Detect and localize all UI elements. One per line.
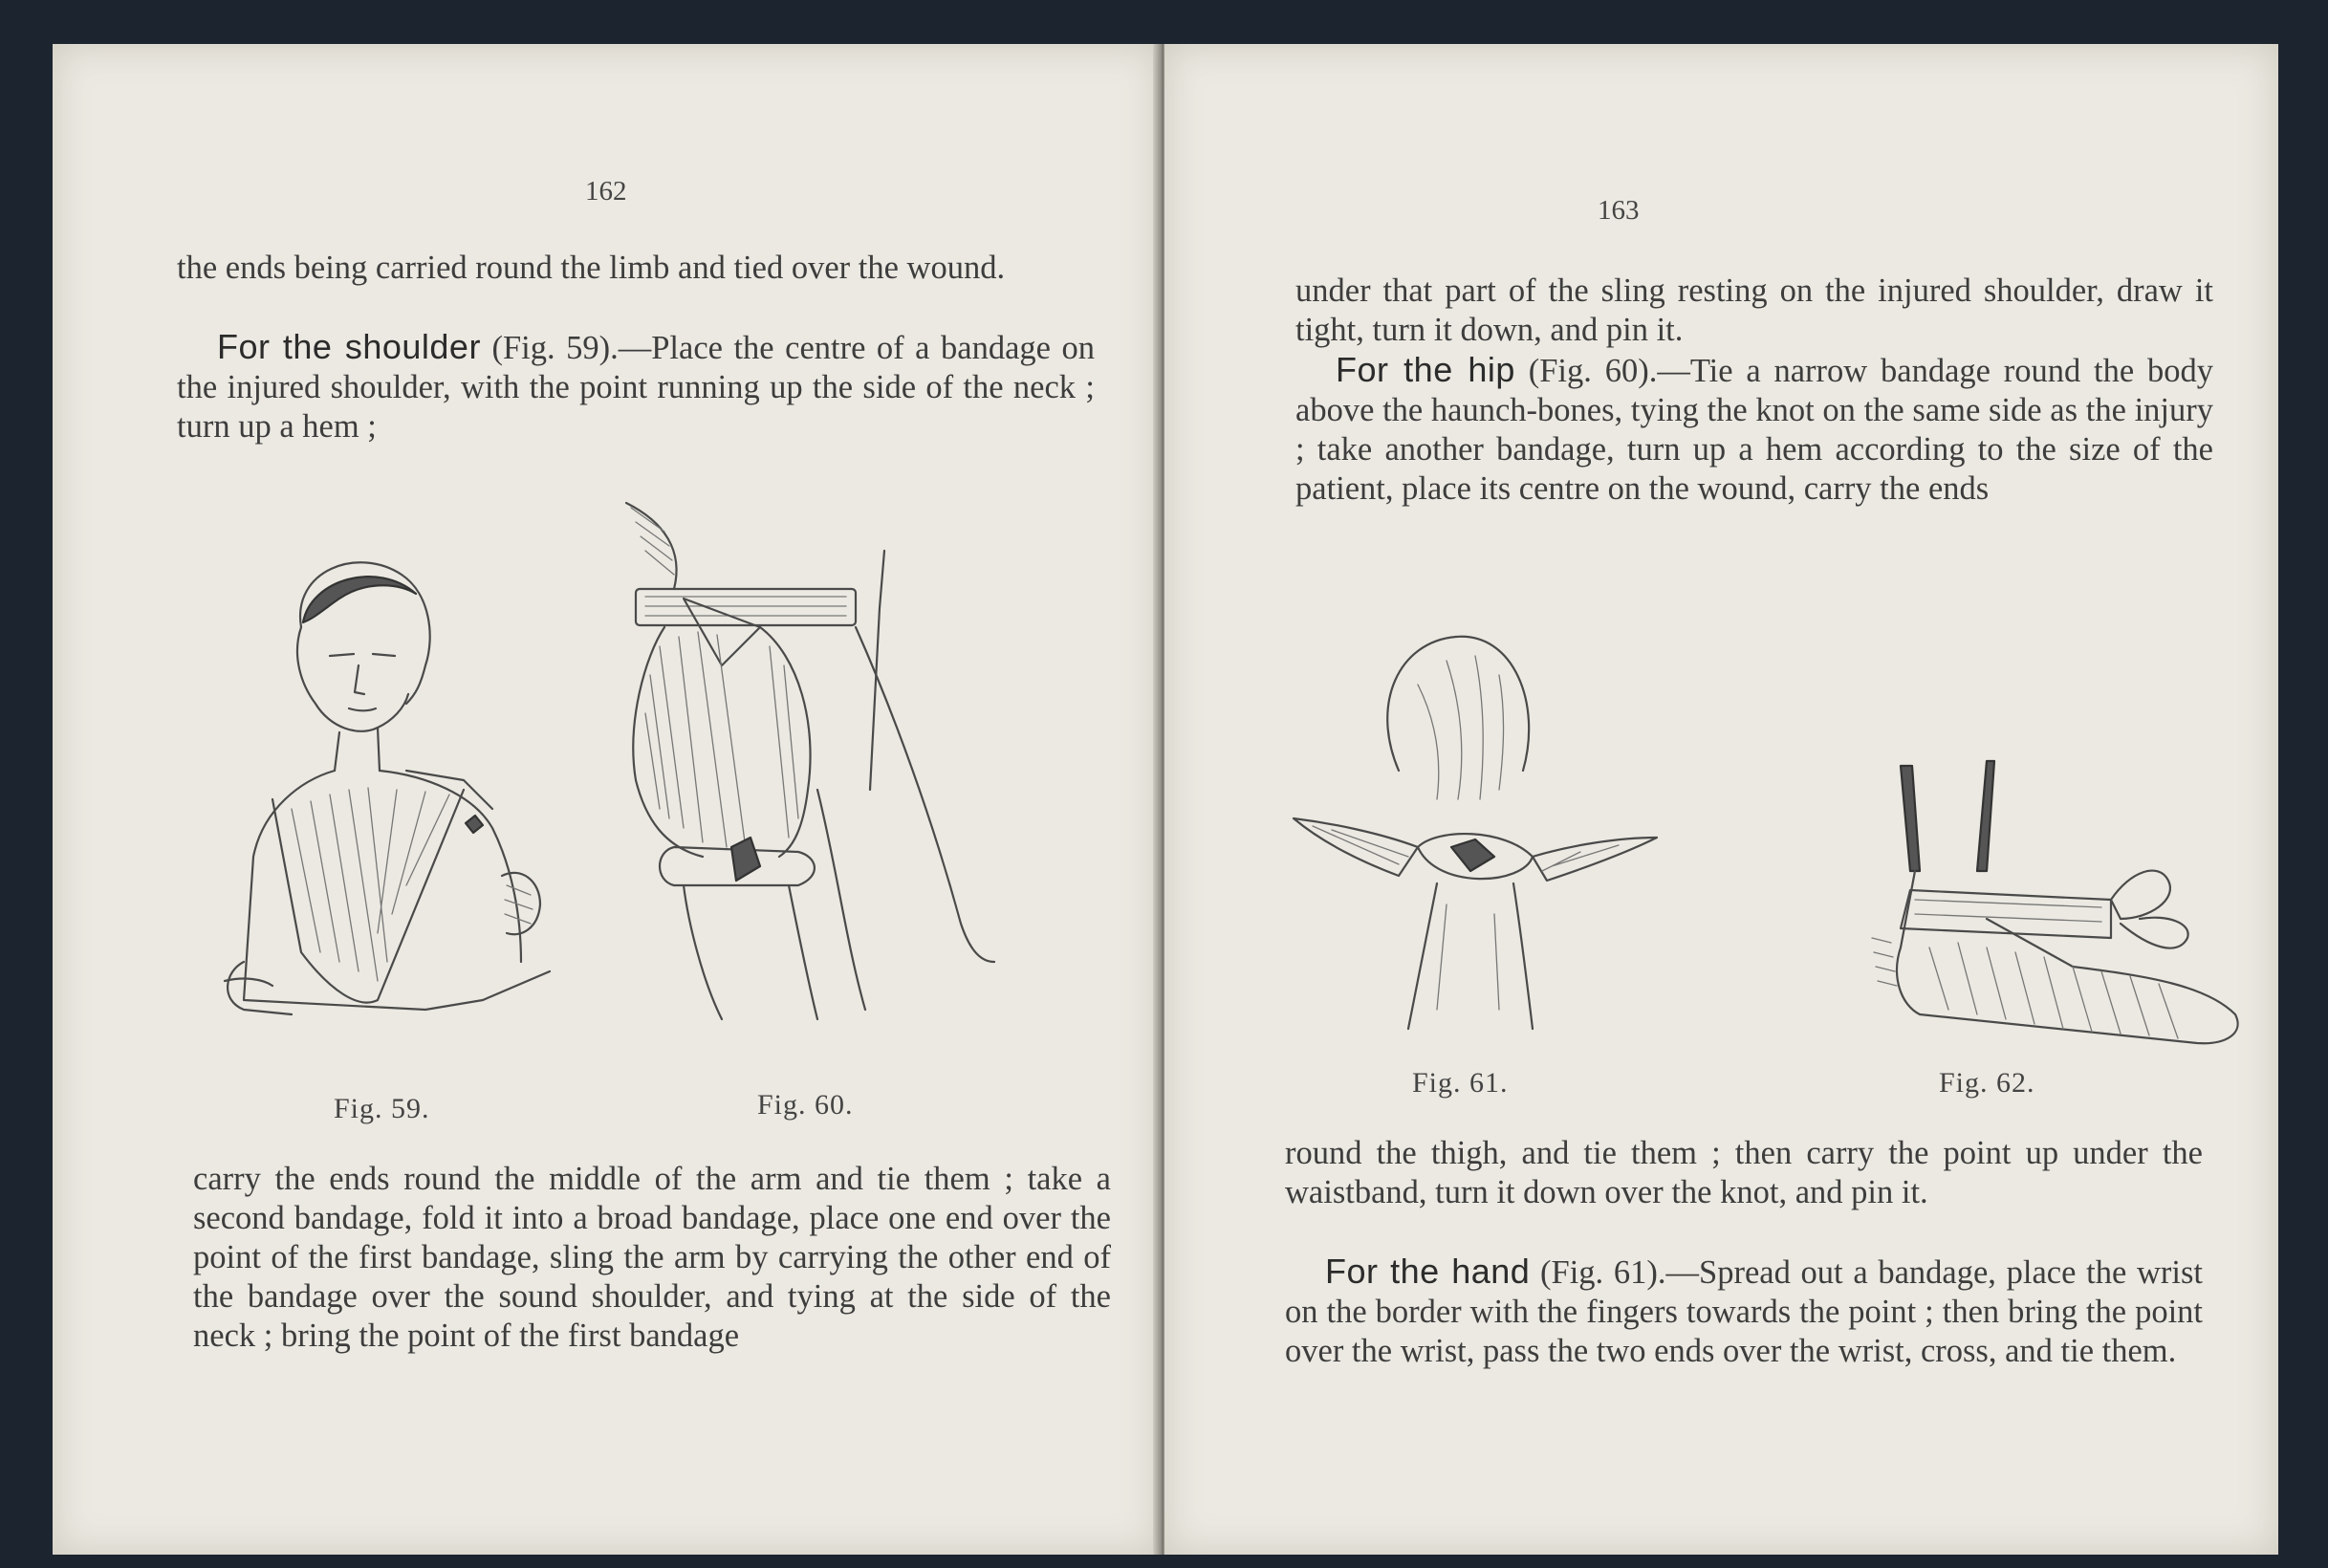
section-heading-hip: For the hip — [1336, 350, 1515, 389]
left-page — [53, 44, 1160, 1555]
paragraph-text: carry the ends round the middle of the arm and tie them ; take a second bandage, fold it into a broad bandage, place one end over the point of the first bandage, sling the arm by carrying the other end of the bandage over the sound shoulder, and tying at the side of the neck ; bring the point of the first bandage — [193, 1161, 1111, 1354]
figure-59-caption: Fig. 59. — [334, 1093, 430, 1124]
figure-59-shoulder-illustration — [234, 551, 617, 1057]
figure-62-foot-illustration — [1862, 756, 2328, 1062]
hand-paragraph — [1285, 1252, 2203, 1371]
figure-60-caption: Fig. 60. — [757, 1089, 854, 1121]
page-number: 162 — [585, 176, 627, 207]
paragraph-text: round the thigh, and tie them ; then carry the point up under the waistband, turn it down over the knot, and pin it. — [1285, 1135, 2203, 1210]
paragraph — [1295, 272, 2213, 350]
right-page — [1164, 44, 2278, 1555]
figure-62-caption: Fig. 62. — [1939, 1067, 2035, 1099]
paragraph — [1285, 1134, 2203, 1212]
hand-text: (Fig. 61).—Spread out a bandage, place the wrist on the border with the fingers towards the point ; then bring the point over the wrist, pass the two ends over the wrist, cross, and tie them. — [1285, 1254, 2203, 1369]
section-heading-shoulder: For the shoulder — [217, 327, 481, 366]
paragraph-text: under that part of the sling resting on the injured shoulder, draw it tight, turn it down, and pin it. — [1295, 272, 2213, 348]
section-heading-hand: For the hand — [1325, 1252, 1531, 1291]
shoulder-text: (Fig. 59).—Place the centre of a bandage on the injured shoulder, with the point running up the side of the neck ; turn up a hem ; — [177, 330, 1095, 445]
figure-60-hip-illustration — [626, 503, 1066, 1057]
hip-text: (Fig. 60).—Tie a narrow bandage round the body above the haunch-bones, tying the knot on the same side as the injury ; take another bandage, turn up a hem according to the size of the patient, place its centre on the wound, carry the ends — [1295, 353, 2213, 507]
paragraph-text: the ends being carried round the limb and tied over the wound. — [177, 250, 1006, 286]
paragraph — [177, 249, 1095, 288]
figure-61-hand-illustration — [1294, 627, 1676, 1038]
hip-paragraph — [1295, 350, 2213, 509]
page-number: 163 — [1598, 195, 1640, 226]
shoulder-paragraph — [177, 327, 1095, 446]
figure-61-caption: Fig. 61. — [1412, 1067, 1509, 1099]
paragraph — [193, 1160, 1111, 1356]
